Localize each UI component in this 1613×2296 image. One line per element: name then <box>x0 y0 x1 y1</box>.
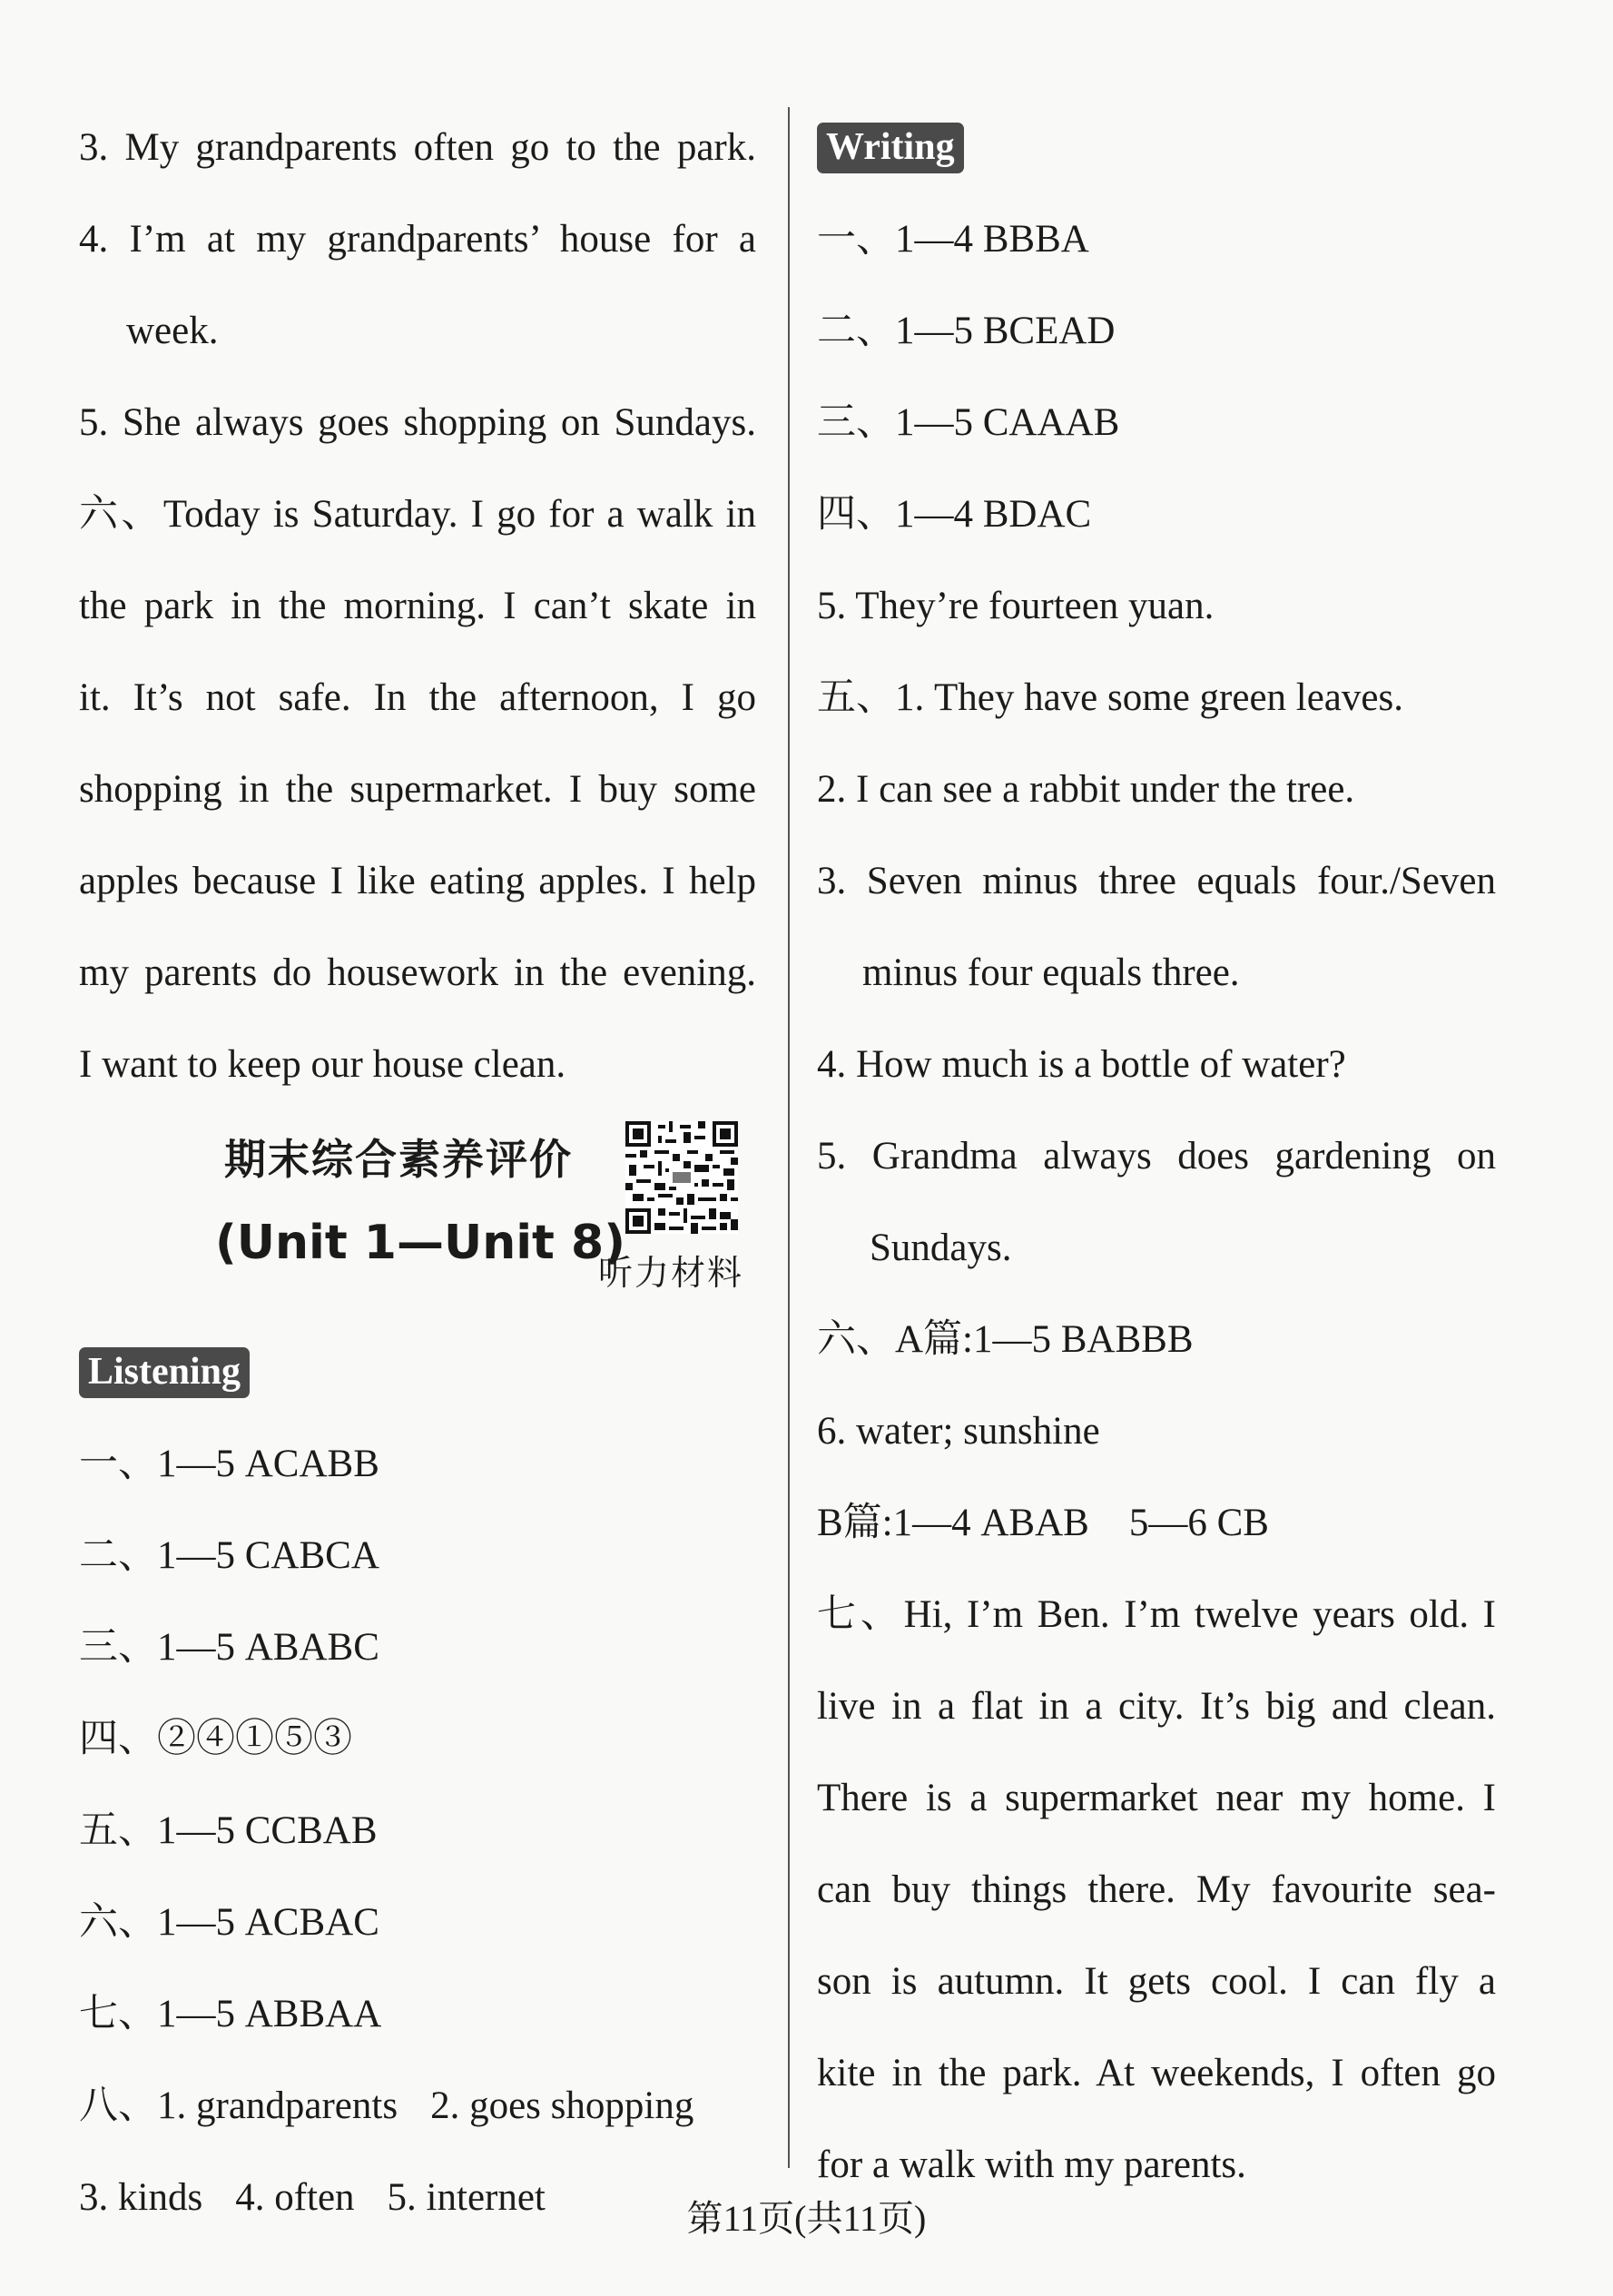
left-column <box>79 102 756 2243</box>
listening-answer: 四、②④①⑤③ <box>79 1718 352 1760</box>
listening-answer: 七、1—5 ABBAA <box>79 1993 382 2035</box>
answer-item: 5—6 CB <box>1128 1502 1269 1544</box>
writing-heading <box>817 102 1496 193</box>
exam-subtitle: (Unit 1—Unit 8) <box>215 1216 625 1270</box>
writing-answer: 三、1—5 CAAAB <box>817 401 1120 444</box>
essay-line: can buy things there. My favourite sea- <box>817 1868 1496 1911</box>
listening-answer: 二、1—5 CABCA <box>79 1534 379 1577</box>
page-number: 第11页(共11页) <box>686 2198 927 2239</box>
writing-answer: minus four equals three. <box>862 951 1240 994</box>
writing-label: Writing <box>817 123 964 173</box>
answer-item: 3. kinds <box>79 2176 203 2219</box>
answer-item: B篇:1—4 ABAB <box>817 1502 1089 1544</box>
writing-answer: Sundays. <box>870 1227 1012 1269</box>
answer-line: 5. She always goes shopping on Sundays. <box>79 401 756 444</box>
answer-item: 4. often <box>235 2176 355 2219</box>
listening-answer: 三、1—5 ABABC <box>79 1626 379 1669</box>
essay-line: son is autumn. It gets cool. I can fly a <box>817 1960 1496 2003</box>
listening-heading <box>79 1326 756 1418</box>
essay-line: live in a flat in a city. It’s big and clean. <box>817 1685 1496 1728</box>
writing-answer: 6. water; sunshine <box>817 1410 1100 1453</box>
essay-line: 七、Hi, I’m Ben. I’m twelve years old. I <box>817 1593 1496 1636</box>
writing-answer: 二、1—5 BCEAD <box>817 310 1116 352</box>
exam-section-header <box>79 1110 756 1326</box>
listening-answer: 五、1—5 CCBAB <box>79 1809 378 1852</box>
writing-answer: 2. I can see a rabbit under the tree. <box>817 768 1355 811</box>
writing-answer: 六、A篇:1—5 BABBB <box>817 1318 1194 1361</box>
essay-line: apples because I like eating apples. I help <box>79 860 756 902</box>
answer-item: 八、1. grandparents <box>79 2084 398 2127</box>
essay-line: I want to keep our house clean. <box>79 1043 566 1086</box>
essay-line: kite in the park. At weekends, I often go <box>817 2052 1496 2094</box>
essay-line: for a walk with my parents. <box>817 2143 1246 2186</box>
answer-line: 3. My grandparents often go to the park. <box>79 126 756 169</box>
answer-line: week. <box>126 310 219 352</box>
qr-caption: 听力材料 <box>598 1253 744 1293</box>
essay-line: shopping in the supermarket. I buy some <box>79 768 756 811</box>
right-column <box>817 102 1496 2211</box>
writing-answer: 3. Seven minus three equals four./Seven <box>817 860 1496 902</box>
exam-title: 期末综合素养评价 <box>224 1135 573 1184</box>
listening-answer: 一、1—5 ACABB <box>79 1443 379 1485</box>
listening-label: Listening <box>79 1347 250 1398</box>
writing-answer-row <box>817 1477 1496 1569</box>
essay-line: There is a supermarket near my home. I <box>817 1777 1496 1819</box>
essay-line: my parents do housework in the evening. <box>79 951 756 994</box>
writing-answer: 一、1—4 BBBA <box>817 218 1089 261</box>
column-divider <box>788 107 790 2168</box>
answer-item: 5. internet <box>387 2176 546 2219</box>
listening-answer-row <box>79 2060 756 2152</box>
answer-line: 4. I’m at my grandparents’ house for a <box>79 218 756 261</box>
essay-line: the park in the morning. I can’t skate in <box>79 585 756 627</box>
listening-answer: 六、1—5 ACBAC <box>79 1901 379 1944</box>
writing-answer: 5. Grandma always does gardening on <box>817 1135 1496 1178</box>
writing-answer: 五、1. They have some green leaves. <box>817 676 1403 719</box>
essay-line: it. It’s not safe. In the afternoon, I go <box>79 676 756 719</box>
writing-answer: 5. They’re fourteen yuan. <box>817 585 1215 627</box>
qr-code-icon[interactable] <box>625 1121 738 1234</box>
writing-answer: 四、1—4 BDAC <box>817 493 1092 536</box>
writing-answer: 4. How much is a bottle of water? <box>817 1043 1346 1086</box>
answer-item: 2. goes shopping <box>430 2084 694 2127</box>
essay-line: 六、Today is Saturday. I go for a walk in <box>79 493 756 536</box>
